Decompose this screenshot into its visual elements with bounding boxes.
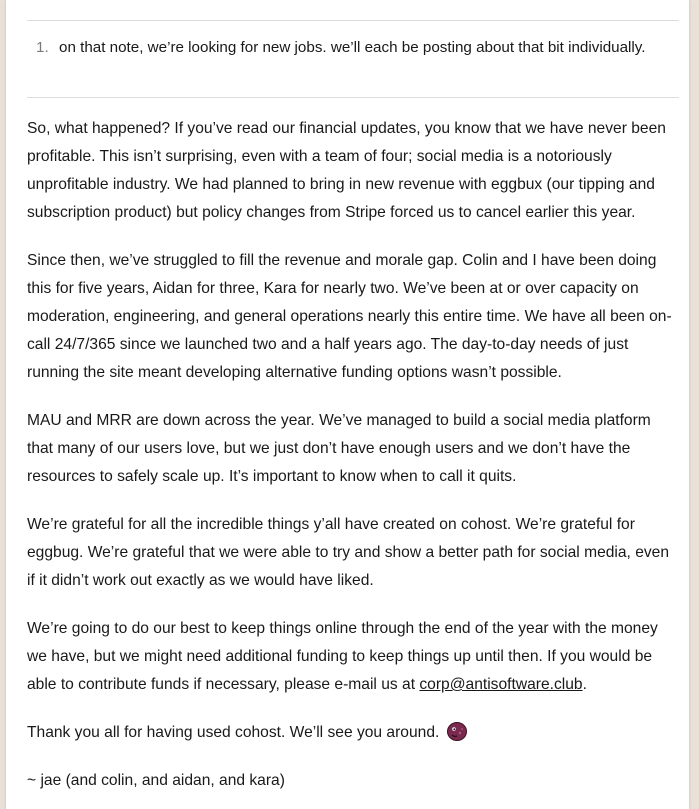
list-item-text: on that note, we’re looking for new jobs. we’ll each be posting about that bit individually. [59, 39, 646, 56]
paragraph-funding [27, 615, 679, 699]
paragraph-thank-you [27, 719, 679, 747]
paragraph-since-then: Since then, we’ve struggled to fill the revenue and morale gap. Colin and I have been doing this for five years, Aidan for three, Kara for nearly two. We’ve been at or over capacity on moderation, engineering, and general operations nearly this entire time. We have all been on-call 24/7/365 since we launched two and a half years ago. The day-to-day needs of just running the site meant developing alternative funding options wasn’t possible. [27, 252, 672, 381]
thank-you-text: Thank you all for having used cohost. We’ll see you around. [27, 724, 444, 741]
signature: ~ jae (and colin, and aidan, and kara) [27, 772, 285, 789]
paragraph-funding-text: We’re going to do our best to keep things online through the end of the year with the money we have, but we might need additional funding to keep things up until then. If you would be able to contribute funds if necessary, please e-mail us at [27, 620, 658, 693]
post-card [6, 0, 689, 809]
paragraph-mau-mrr: MAU and MRR are down across the year. We’ve managed to build a social media platform that many of our users love, but we just don’t have enough users and we don’t have the resources to safely scale up. It’s important to know when to call it quits. [27, 412, 651, 485]
email-link[interactable]: corp@antisoftware.club [419, 676, 583, 693]
list-item-number: 1. [36, 39, 49, 56]
list-item [27, 34, 697, 62]
eggbug-emoji-icon [446, 720, 468, 742]
divider-top [27, 20, 679, 21]
paragraph-what-happened: So, what happened? If you’ve read our financial updates, you know that we have never been profitable. This isn’t surprising, even with a team of four; social media is a notoriously unprofitable industry. We had planned to bring in new revenue with eggbux (our tipping and subscription product) but policy changes from Stripe forced us to cancel earlier this year. [27, 120, 666, 221]
divider-bottom [27, 97, 679, 98]
paragraph-grateful: We’re grateful for all the incredible things y’all have created on cohost. We’re grateful for eggbug. We’re grateful that we were able to try and show a better path for social media, even if it didn’t work out exactly as we would have liked. [27, 516, 670, 589]
paragraph-funding-end: . [582, 676, 587, 693]
